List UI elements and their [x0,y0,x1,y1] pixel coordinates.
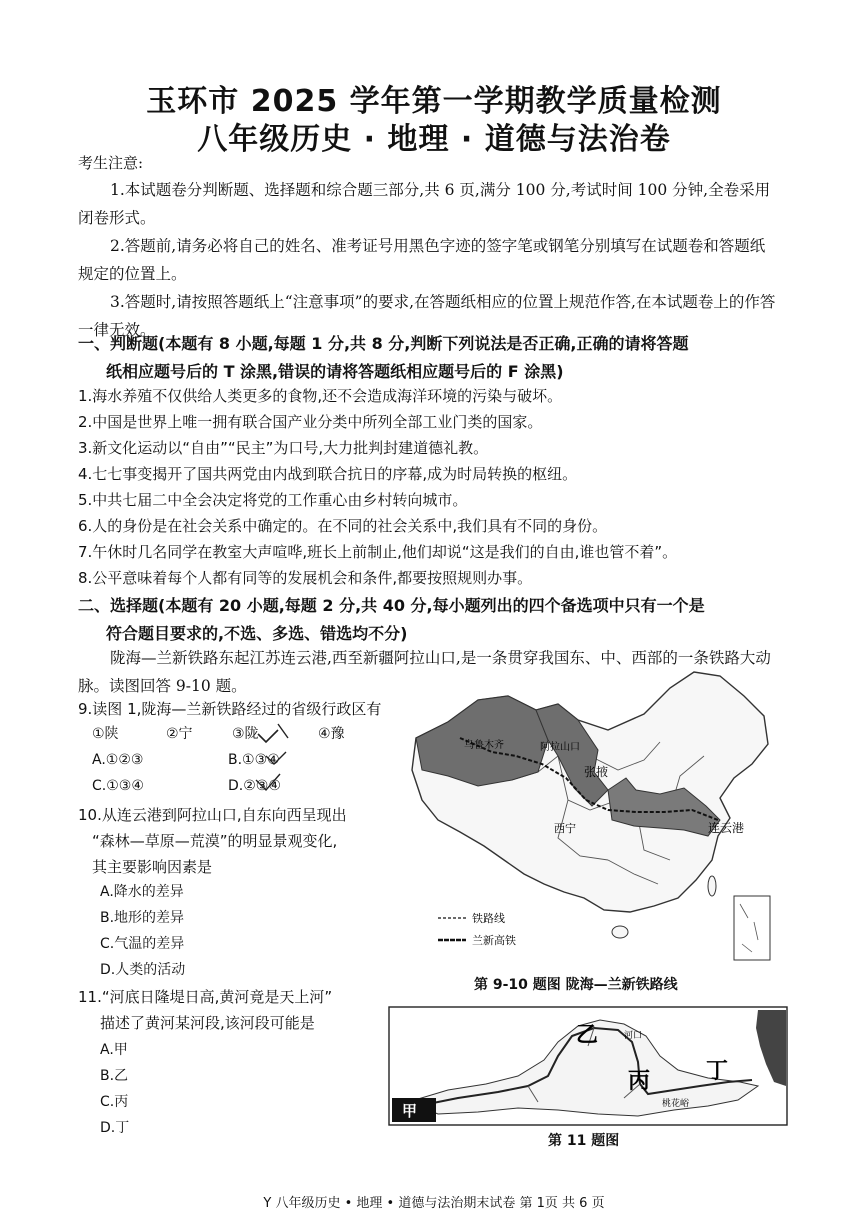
q11-option-a: A.甲 [100,1042,128,1058]
judge-question-5: 5.中共七届二中全会决定将党的工作重心由乡村转向城市。 [78,491,468,509]
question-11-stem-line1: 11.“河底日隆堤日高,黄河竟是天上河” [78,988,333,1006]
section-2-heading-line2: 符合题目要求的,不选、多选、错选均不分) [106,624,408,643]
q11-option-d: D.丁 [100,1120,130,1136]
q9-option-d: D.②③④ [228,778,281,794]
section-1-heading-line2: 纸相应题号后的 T 涂黑,错误的请将答题纸相应题号后的 F 涂黑) [106,362,564,381]
question-intro: 陇海—兰新铁路东起江苏连云港,西至新疆阿拉山口,是一条贯穿我国东、中、西部的一条铁路大动脉。读图回答 9-10 题。 [78,649,771,695]
judge-question-8: 8.公平意味着每个人都有同等的发展机会和条件,都要按照规则办事。 [78,569,533,587]
legend-railway: 铁路线 [472,912,505,925]
judge-question-4: 4.七七事变揭开了国共两党由内战到联合抗日的序幕,成为时局转换的枢纽。 [78,465,578,483]
q9-option-a: A.①②③ [92,752,144,768]
exam-title: 玉环市 2025 学年第一学期教学质量检测 [146,84,722,119]
q11-option-b: B.乙 [100,1068,129,1084]
section-1-heading [78,330,778,386]
notice-item: 3.答题时,请按照答题纸上“注意事项”的要求,在答题纸相应的位置上规范作答,在本试题卷上的作答一律无效。 [78,293,776,339]
notice-label: 考生注意: [78,154,144,172]
q9-item-2: ②宁 [166,726,193,742]
notice-item: 1.本试题卷分判断题、选择题和综合题三部分,共 6 页,满分 100 分,考试时间 100 分钟,全卷采用闭卷形式。 [78,181,771,227]
map2-caption: 第 11 题图 [548,1133,620,1149]
map2-label-taohuayu: 桃花峪 [662,1099,690,1109]
map1-label-alashan: 阿拉山口 [540,742,580,753]
q10-option-d: D.人类的活动 [100,962,186,978]
section-1-heading-line1: 一、判断题(本题有 8 小题,每题 1 分,共 8 分,判断下列说法是否正确,正确的请将答题 [78,334,689,353]
map2-label-yi: 乙 [576,1023,599,1048]
question-10-stem-line2: “森林—草原—荒漠”的明显景观变化, [92,832,338,850]
judge-question-2: 2.中国是世界上唯一拥有联合国产业分类中所列全部工业门类的国家。 [78,413,543,431]
q10-option-b: B.地形的差异 [100,910,185,926]
notice-item: 2.答题前,请务必将自己的姓名、准考证号用黑色字迹的签字笔或钢笔分别填写在试题卷和答题纸规定的位置上。 [78,237,766,283]
q11-option-c: C.丙 [100,1094,129,1110]
map2-label-hekou: 河口 [624,1031,643,1041]
q9-option-b: B.①③④ [228,752,280,768]
map1-caption: 第 9-10 题图 陇海—兰新铁路线 [474,977,678,993]
page-footer: Y 八年级历史 • 地理 • 道德与法治期末试卷 第 1页 共 6 页 [263,1196,605,1211]
legend-hsr: 兰新高铁 [472,934,516,947]
map2-label-bing: 丙 [628,1069,651,1094]
judge-question-7: 7.午休时几名同学在教室大声喧哗,班长上前制止,他们却说“这是我们的自由,谁也管不着”。 [78,543,678,561]
q9-option-c: C.①③④ [92,778,144,794]
map2-label-jia: 甲 [402,1102,418,1120]
judge-question-1: 1.海水养殖不仅供给人类更多的食物,还不会造成海洋环境的污染与破坏。 [78,387,563,405]
map1-label-urumqi: 乌鲁木齐 [464,740,504,751]
question-9-stem: 9.读图 1,陇海—兰新铁路经过的省级行政区有 [78,700,382,718]
q9-item-4: ④豫 [318,726,345,742]
exam-subtitle: 八年级历史 · 地理 · 道德与法治卷 [197,122,671,157]
map1-label-lianyungang: 连云港 [708,821,745,835]
handwritten-marks [228,720,318,802]
question-10-stem-line1: 10.从连云港到阿拉山口,自东向西呈现出 [78,806,347,824]
china-railway-map [408,660,778,970]
map2-label-ding: 丁 [706,1059,729,1084]
map1-label-xining: 西宁 [554,822,576,835]
yellow-river-map [388,1006,788,1126]
section-2-heading-line1: 二、选择题(本题有 20 小题,每题 2 分,共 40 分,每小题列出的四个备选项中只有一个是 [78,596,705,615]
question-10-stem-line3: 其主要影响因素是 [92,858,213,876]
q10-option-c: C.气温的差异 [100,936,185,952]
question-11-stem-line2: 描述了黄河某河段,该河段可能是 [100,1014,315,1032]
q9-item-3: ③陇 [232,726,259,742]
section-2-heading [78,592,778,648]
map1-label-zhangye: 张掖 [584,765,609,779]
judge-question-3: 3.新文化运动以“自由”“民主”为口号,大力批判封建道德礼教。 [78,439,489,457]
q9-item-1: ①陕 [92,726,119,742]
judge-question-6: 6.人的身份是在社会关系中确定的。在不同的社会关系中,我们具有不同的身份。 [78,517,608,535]
q10-option-a: A.降水的差异 [100,884,184,900]
